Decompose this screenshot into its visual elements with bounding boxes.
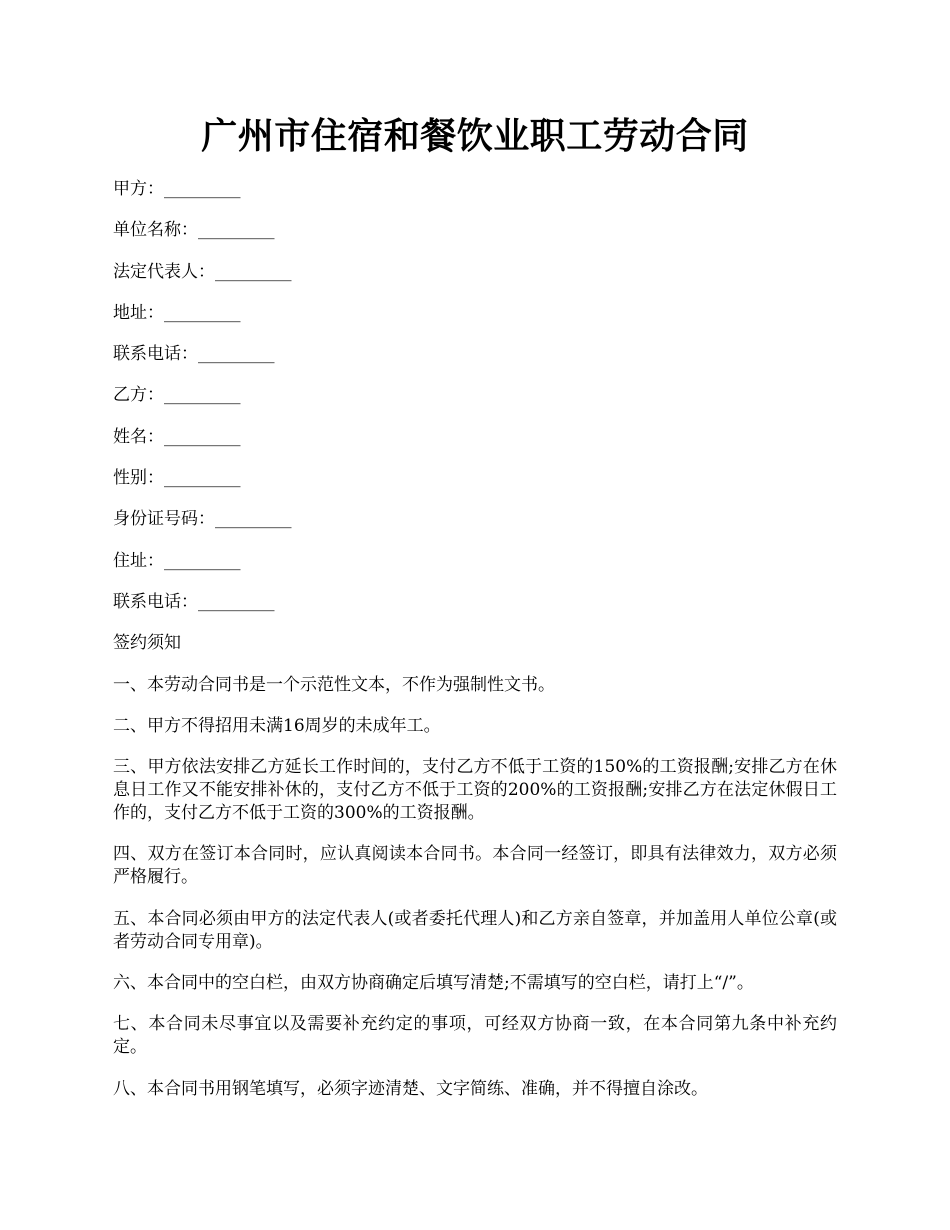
party-b-name-blank[interactable]: _________ (164, 426, 241, 447)
party-a-address-label: 地址： (113, 302, 164, 323)
party-a-field (113, 178, 837, 201)
party-a-company-name-field (113, 219, 837, 242)
party-b-field (113, 384, 837, 407)
party-b-address-blank[interactable]: _________ (164, 550, 241, 571)
notice-clause-5: 五、本合同必须由甲方的法定代表人(或者委托代理人)和乙方亲自签章，并加盖用人单位公章(或者劳动合同专用章)。 (113, 908, 837, 952)
party-b-gender-blank[interactable]: _________ (164, 468, 241, 489)
party-b-id-number-label: 身份证号码： (113, 509, 215, 530)
party-b-phone-blank[interactable]: _________ (198, 591, 275, 612)
legal-representative-label: 法定代表人： (113, 261, 215, 282)
notice-clause-1: 一、本劳动合同书是一个示范性文本，不作为强制性文书。 (113, 674, 555, 695)
party-a-address-blank[interactable]: _________ (164, 302, 241, 323)
party-a-phone-field (113, 343, 837, 366)
party-b-label: 乙方： (113, 385, 164, 406)
party-a-phone-label: 联系电话： (113, 344, 198, 365)
notice-clause-2: 二、甲方不得招用未满16周岁的未成年工。 (113, 715, 441, 736)
party-b-id-number-blank[interactable]: _________ (215, 509, 292, 530)
party-a-label: 甲方： (113, 179, 164, 199)
notice-clause-6: 六、本合同中的空白栏，由双方协商确定后填写清楚;不需填写的空白栏，请打上“/”。 (113, 973, 754, 994)
party-b-phone-field (113, 591, 837, 614)
party-b-name-field (113, 426, 837, 449)
party-b-gender-field (113, 467, 837, 490)
document-body (113, 178, 837, 1119)
notice-clause-4: 四、双方在签订本合同时，应认真阅读本合同书。本合同一经签订，即具有法律效力，双方必须严格履行。 (113, 844, 837, 888)
notice-clause-8: 八、本合同书用钢笔填写，必须字迹清楚、文字简练、准确，并不得擅自涂改。 (113, 1078, 708, 1099)
party-b-address-field (113, 550, 837, 573)
notice-clause-3: 三、甲方依法安排乙方延长工作时间的，支付乙方不低于工资的150%的工资报酬;安排乙方在休息日工作又不能安排补休的，支付乙方不低于工资的200%的工资报酬;安排乙方在法定休假日工作的，支付乙方不低于工资的300%的工资报酬。 (113, 757, 837, 824)
party-a-phone-blank[interactable]: _________ (198, 344, 275, 365)
document-title: 广州市住宿和餐饮业职工劳动合同 (201, 115, 749, 157)
party-b-id-number-field (113, 508, 837, 531)
notice-clause-7: 七、本合同未尽事宜以及需要补充约定的事项，可经双方协商一致，在本合同第九条中补充约定。 (113, 1014, 837, 1058)
party-b-blank[interactable]: _________ (164, 385, 241, 406)
party-a-legal-representative-field (113, 261, 837, 284)
party-b-phone-label: 联系电话： (113, 591, 198, 612)
legal-representative-blank[interactable]: _________ (215, 261, 292, 282)
party-b-name-label: 姓名： (113, 426, 164, 447)
party-a-address-field (113, 302, 837, 325)
party-b-gender-label: 性别： (113, 468, 164, 489)
company-name-label: 单位名称： (113, 220, 198, 241)
signing-notice-heading: 签约须知 (113, 633, 181, 654)
party-b-address-label: 住址： (113, 550, 164, 571)
company-name-blank[interactable]: _________ (198, 220, 275, 241)
party-a-blank[interactable]: _________ (164, 179, 241, 199)
